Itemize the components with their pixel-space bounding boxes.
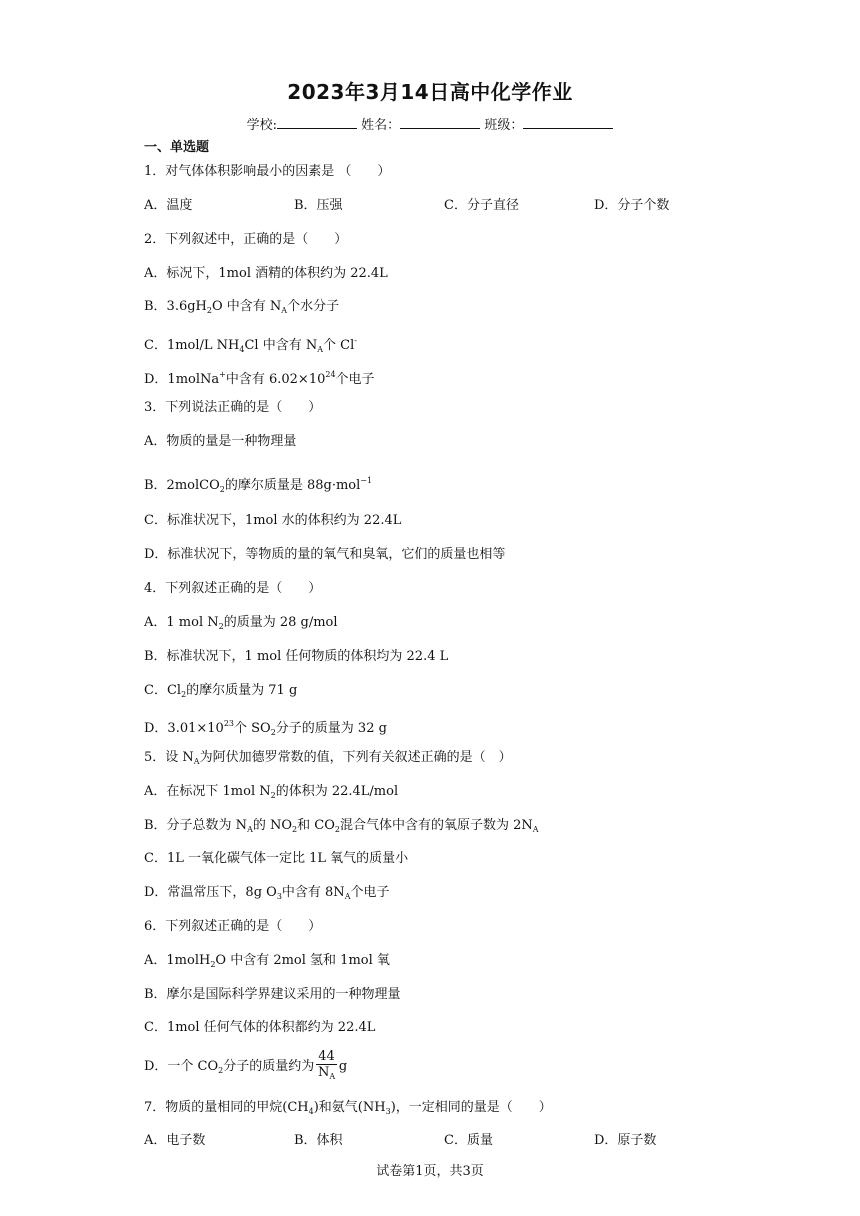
question-6-stem: 6．下列叙述正确的是（ ） [144, 919, 322, 934]
question-5-option-a[interactable]: A．在标况下 1mol $N_2$的体积为 22.4L/mol [144, 784, 399, 800]
question-7-option-c[interactable]: C．质量 [444, 1133, 493, 1148]
question-6-option-b[interactable]: B．摩尔是国际科学界建议采用的一种物理量 [144, 987, 401, 1002]
question-1-stem: 1．对气体体积影响最小的因素是 （ ） [144, 164, 391, 179]
question-7-stem: 7．物质的量相同的甲烷$(CH_4)$和氨气$(NH_3)$，一定相同的量是（ ） [144, 1100, 552, 1116]
question-6-option-a[interactable]: A．1molH$_2$O 中含有 2mol 氢和 1mol 氧 [144, 953, 390, 969]
class-blank[interactable] [523, 116, 613, 129]
school-label: 学校: [246, 118, 278, 133]
question-6-option-c[interactable]: C．1mol 任何气体的体积都约为 22.4L [144, 1020, 376, 1035]
question-6-option-d[interactable]: D．一个 $CO_2$分子的质量约为 $\frac{44}{N_A}$ g [144, 1049, 347, 1088]
question-1-option-c[interactable]: C．分子直径 [444, 198, 519, 213]
question-5-stem: 5．设 $N_A$为阿伏加德罗常数的值，下列有关叙述正确的是（ ） [144, 750, 512, 766]
question-2-stem: 2．下列叙述中，正确的是（ ） [144, 232, 348, 247]
page-footer: 试卷第1页，共3页 [376, 1164, 484, 1179]
question-1-option-b[interactable]: B．压强 [294, 198, 343, 213]
question-4-option-b[interactable]: B．标准状况下，1 mol 任何物质的体积均为 22.4 L [144, 649, 449, 664]
question-1-option-a[interactable]: A．温度 [144, 198, 193, 213]
question-7-option-d[interactable]: D．原子数 [594, 1133, 657, 1148]
question-4-option-c[interactable]: C．$Cl_2$的摩尔质量为 71 g [144, 683, 298, 699]
question-7-options [144, 1132, 744, 1150]
question-3-option-c[interactable]: C．标准状况下，1mol 水的体积约为 22.4L [144, 513, 402, 528]
question-3-stem: 3．下列说法正确的是（ ） [144, 400, 322, 415]
question-2-option-b[interactable]: B．$3.6gH_2O$ 中含有 $N_A$个水分子 [144, 299, 340, 315]
question-4-option-a[interactable]: A．1 mol $N_2$的质量为 28 g/mol [144, 615, 338, 631]
class-label: 班级： [484, 118, 524, 133]
question-1-options [144, 197, 744, 215]
question-2-option-c[interactable]: C．1mol/L $NH_4Cl$ 中含有 $N_A$个 Cl- [144, 336, 357, 354]
question-5-option-b[interactable]: B．分子总数为 $N_A$的 $NO_2$和 $CO_2$混合气体中含有的氧原子数为 $2N_A$ [144, 818, 539, 834]
question-7-option-b[interactable]: B．体积 [294, 1133, 343, 1148]
question-5-option-d[interactable]: D．常温常压下，8g $O_3$中含有 $8N_A$个电子 [144, 885, 390, 901]
page-title: 2023年3月14日高中化学作业 [287, 80, 573, 104]
name-blank[interactable] [400, 116, 480, 129]
question-3-option-a[interactable]: A．物质的量是一种物理量 [144, 434, 297, 449]
section-title: 一、单选题 [144, 140, 210, 155]
student-info-line [0, 114, 860, 133]
question-2-option-a[interactable]: A．标况下，1mol 酒精的体积约为 22.4L [144, 266, 388, 281]
question-2-option-d[interactable]: D．1molNa+中含有 $6.02\times 10^{24}$个电子 [144, 370, 375, 387]
question-3-option-d[interactable]: D．标准状况下，等物质的量的氧气和臭氧，它们的质量也相等 [144, 547, 506, 562]
question-7-option-a[interactable]: A．电子数 [144, 1133, 206, 1148]
school-blank[interactable] [277, 116, 357, 129]
question-4-option-d[interactable]: D．$3.01\times 10^{23}$个 $SO_2$分子的质量为 32 g [144, 719, 387, 737]
question-3-option-b[interactable]: B．2molCO$_2$的摩尔质量是 88g·mol$^{-1}$ [144, 476, 373, 494]
question-1-option-d[interactable]: D．分子个数 [594, 198, 670, 213]
question-4-stem: 4．下列叙述正确的是（ ） [144, 581, 322, 596]
name-label: 姓名： [361, 118, 401, 133]
fraction-44-over-na: $\frac{44}{N_A}$ [317, 1049, 336, 1081]
question-5-option-c[interactable]: C．1L 一氧化碳气体一定比 1L 氧气的质量小 [144, 851, 409, 866]
